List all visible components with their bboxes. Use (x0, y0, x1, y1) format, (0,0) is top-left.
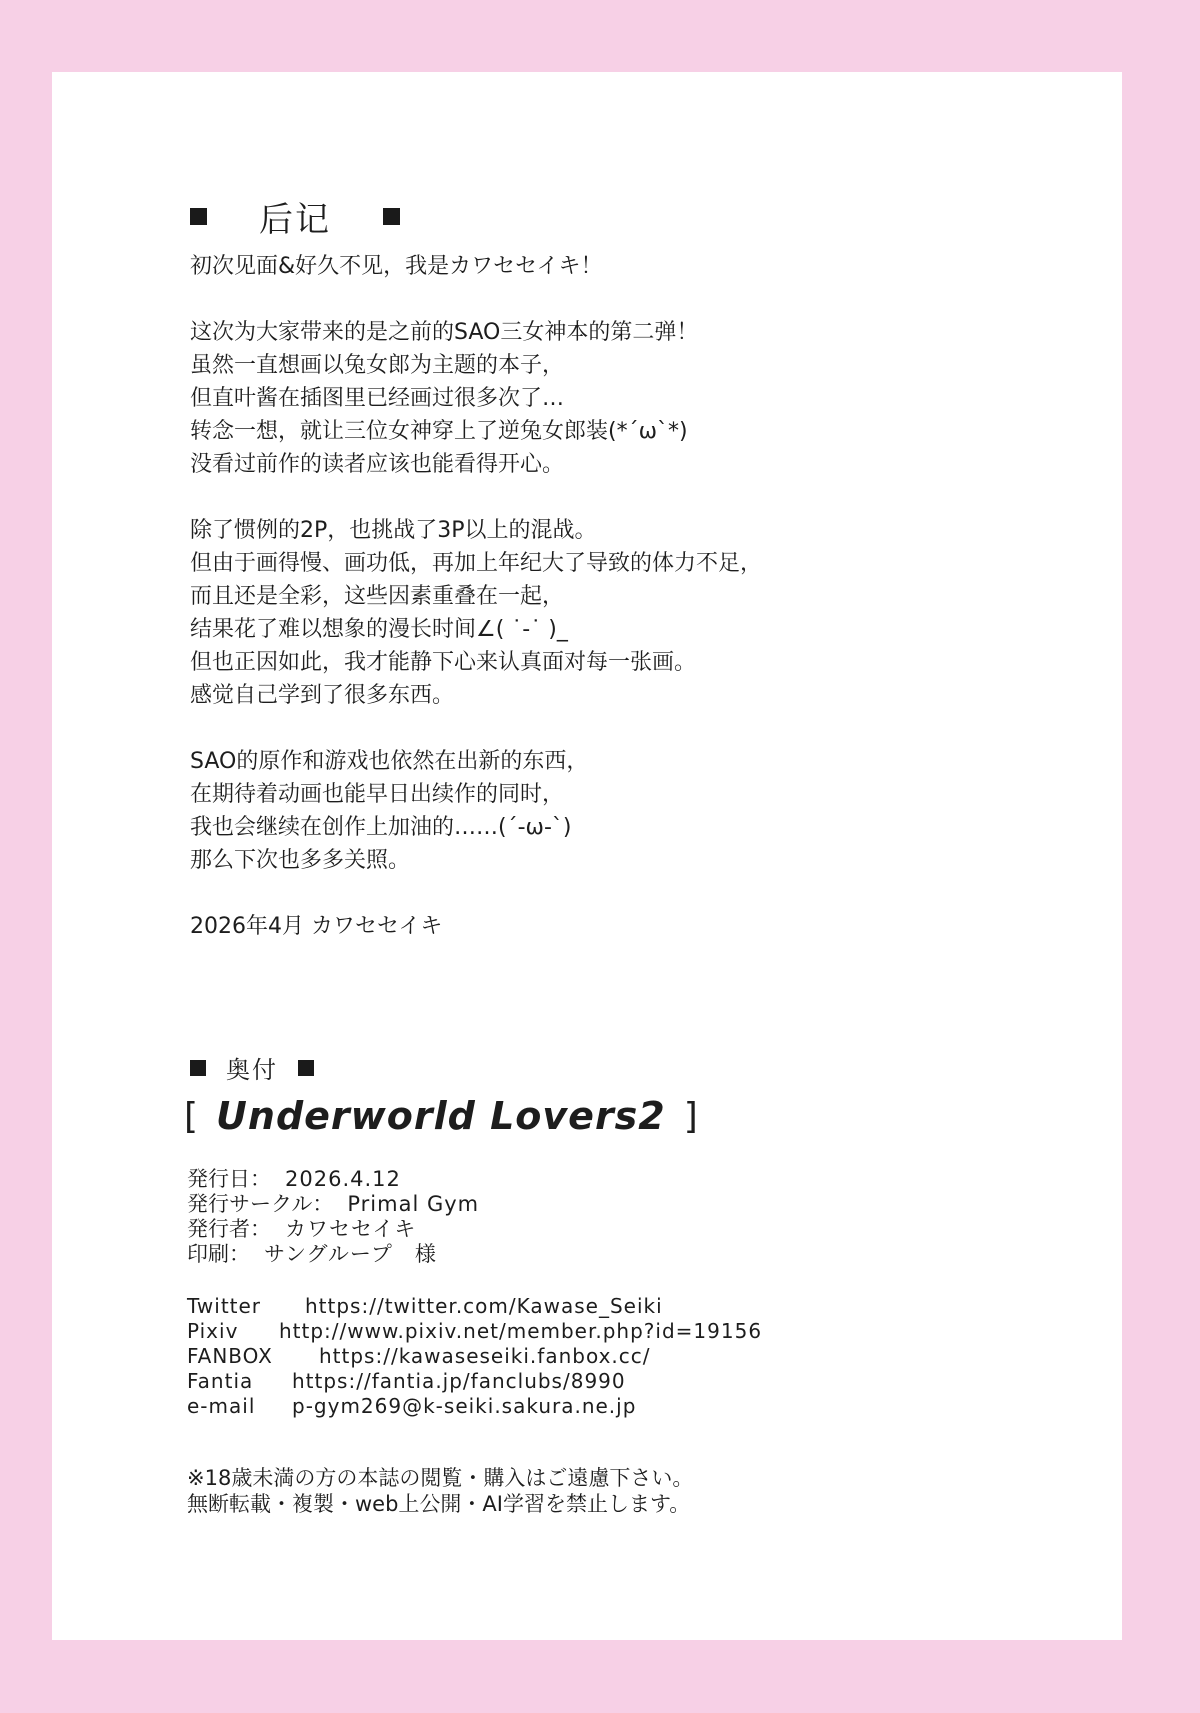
text-line: 2026年4月 カワセセイキ (190, 914, 443, 939)
info-value: 2026.4.12 (285, 1167, 401, 1191)
link-label: Pixiv (187, 1319, 239, 1343)
paragraph (190, 250, 950, 283)
info-key: 発行サークル： (187, 1192, 334, 1216)
afterword-heading (190, 192, 400, 241)
link-label: e-mail (187, 1394, 256, 1418)
link-row (187, 1294, 762, 1319)
info-row (187, 1192, 479, 1217)
text-line: 除了惯例的2P，也挑战了3P以上的混战。 (190, 518, 597, 543)
info-value: カワセセイキ (285, 1217, 417, 1241)
text-line: 虽然一直想画以兔女郎为主题的本子， (190, 353, 565, 378)
signature-line (190, 910, 950, 943)
link-row (187, 1394, 762, 1419)
info-key: 印刷： (187, 1242, 250, 1266)
colophon-heading (190, 1050, 314, 1085)
info-value: Primal Gym (347, 1192, 480, 1216)
link-url[interactable]: https://twitter.com/Kawase_Seiki (305, 1294, 663, 1318)
info-row (187, 1217, 479, 1242)
text-line: 这次为大家带来的是之前的SAO三女神本的第二弹！ (190, 320, 699, 345)
link-label: Fantia (187, 1369, 254, 1393)
text-line: 那么下次也多多关照。 (190, 848, 411, 873)
link-label: Twitter (187, 1294, 262, 1318)
notice-line: ※18歳未満の方の本誌の閲覧・購入はご遠慮下さい。 (187, 1466, 694, 1490)
info-row (187, 1167, 479, 1192)
link-row (187, 1344, 762, 1369)
text-line: 但也正因如此，我才能静下心来认真面对每一张画。 (190, 650, 697, 675)
notice (187, 1465, 693, 1517)
info-key: 発行者： (187, 1217, 271, 1241)
link-url[interactable]: https://fantia.jp/fanclubs/8990 (292, 1369, 626, 1393)
colophon-title: 奥付 (226, 1056, 278, 1084)
link-url[interactable]: http://www.pixiv.net/member.php?id=19156 (279, 1319, 763, 1343)
notice-line: 無断転載・複製・web上公開・AI学習を禁止します。 (187, 1492, 691, 1516)
text-line: 没看过前作的读者应该也能看得开心。 (190, 452, 565, 477)
link-row (187, 1319, 762, 1344)
link-url[interactable]: p-gym269@k-seiki.sakura.ne.jp (292, 1394, 637, 1418)
text-line: 初次见面&好久不见，我是カワセセイキ！ (190, 254, 603, 279)
text-line: SAO的原作和游戏也依然在出新的东西， (190, 749, 589, 774)
text-line: 转念一想，就让三位女神穿上了逆兔女郎装(*´ω`*) (190, 419, 688, 444)
info-key: 発行日： (187, 1167, 271, 1191)
text-line: 但由于画得慢、画功低，再加上年纪大了导致的体力不足， (190, 551, 763, 576)
text-line: 但直叶酱在插图里已经画过很多次了… (190, 386, 565, 411)
paragraph (190, 745, 950, 877)
text-line: 我也会继续在创作上加油的……(´-ω-`) (190, 815, 572, 840)
book-title (184, 1094, 698, 1138)
afterword-title: 后记 (259, 200, 331, 240)
link-row (187, 1369, 762, 1394)
link-label: FANBOX (187, 1344, 273, 1368)
afterword-body (190, 250, 950, 976)
square-bullet-icon (190, 1060, 206, 1076)
square-bullet-icon (383, 208, 400, 225)
info-value: サングループ 様 (264, 1242, 437, 1266)
paragraph (190, 316, 950, 481)
page-sheet (52, 72, 1122, 1640)
square-bullet-icon (190, 208, 207, 225)
info-row (187, 1242, 479, 1267)
text-line: 结果花了难以想象的漫长时间∠( ˙-˙ )_ (190, 617, 568, 642)
text-line: 在期待着动画也能早日出续作的同时， (190, 782, 565, 807)
square-bullet-icon (298, 1060, 314, 1076)
bracket-close: ] (683, 1095, 698, 1137)
text-line: 感觉自己学到了很多东西。 (190, 683, 455, 708)
book-title-text: Underworld Lovers2 (216, 1094, 666, 1138)
text-line: 而且还是全彩，这些因素重叠在一起， (190, 584, 565, 609)
paragraph (190, 514, 950, 712)
publication-info (187, 1167, 479, 1267)
contact-links (187, 1294, 762, 1419)
link-url[interactable]: https://kawaseseiki.fanbox.cc/ (319, 1344, 651, 1368)
bracket-open: [ (184, 1095, 199, 1137)
